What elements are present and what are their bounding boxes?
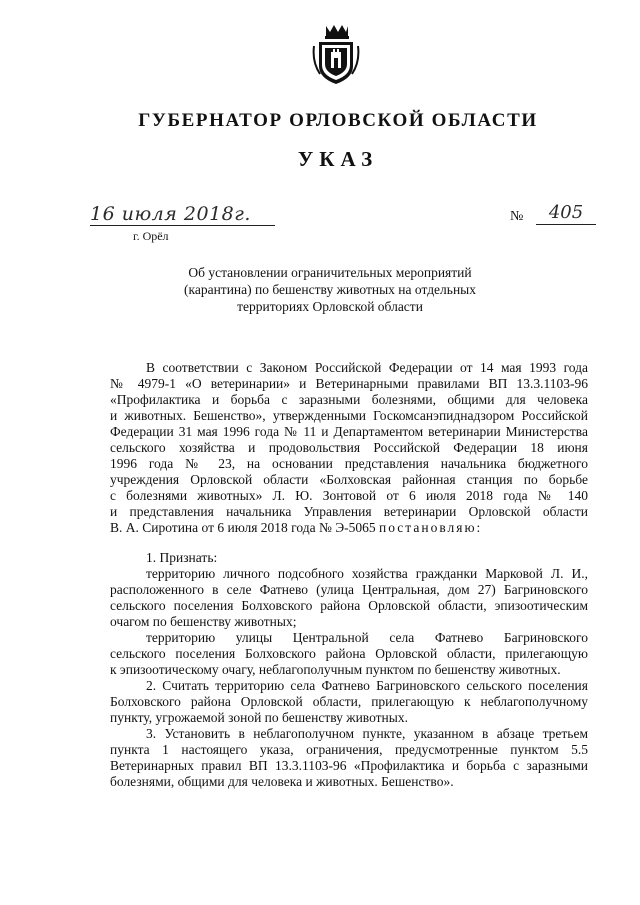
body-line: 3. Установить в неблагополучном пункте, указанном в абзаце третьем — [146, 726, 588, 741]
body-line: Ветеринарных правил ВП 13.3.1103-96 «Профилактика и борьба с заразными — [110, 758, 588, 773]
decree-operative-word: постановляю: — [379, 520, 483, 535]
body-line: территорию личного подсобного хозяйства гражданки Марковой Л. И., — [146, 566, 588, 581]
handwritten-date: 16 июля 2018г. — [90, 203, 275, 226]
document-type-title: УКАЗ — [297, 147, 379, 171]
body-line: № 4979-1 «О ветеринарии» и Ветеринарными правилами ВП 13.3.1103-96 — [110, 376, 588, 391]
body-line: учреждения Орловской области «Болховская районная станция по борьбе — [110, 472, 588, 487]
subject-line: Об установлении ограничительных мероприятий — [188, 265, 472, 280]
body-line: и представления начальника Управления ветеринарии Орловской области — [110, 504, 588, 519]
body-line — [110, 520, 588, 536]
body-line: очагом по бешенству животных; — [110, 614, 297, 629]
number-label: № — [510, 209, 524, 224]
body-line: к эпизоотическому очагу, неблагополучным пунктом по бешенству животных. — [110, 662, 561, 677]
preamble-paragraph — [110, 360, 588, 536]
issuing-authority: ГУБЕРНАТОР ОРЛОВСКОЙ ОБЛАСТИ — [138, 110, 538, 131]
subject-line: (карантина) по бешенству животных на отдельных — [183, 282, 476, 297]
body-line: 2. Считать территорию села Фатнево Багриновского сельского поселения — [146, 678, 588, 693]
body-line: сельского поселения Болховского района Орловской области, эпизоотическим — [110, 598, 588, 613]
body-line: В соответствии с Законом Российской Федерации от 14 мая 1993 года — [146, 360, 588, 375]
preamble-last-line: В. А. Сиротина от 6 июля 2018 года № Э-5065 — [110, 520, 376, 535]
body-line: сельского хозяйства и продовольствия Российской Федерации 18 июня — [110, 440, 588, 455]
item-heading: 1. Признать: — [146, 550, 218, 565]
body-line: с болезнями животных» Л. Ю. Зонтовой от 6 июля 2018 года № 140 — [110, 488, 588, 503]
body-line: Болховского района Орловской области, прилегающую к неблагополучному — [110, 694, 588, 709]
coat-of-arms-emblem — [312, 22, 360, 86]
body-line: болезнями, общими для человека и животных. Бешенство». — [110, 774, 454, 789]
body-line: Федерации 31 мая 1996 года № 11 и Департаментом ветеринарии Министерства — [110, 424, 588, 439]
city-of-issue: г. Орёл — [133, 229, 169, 243]
decree-body — [110, 360, 588, 790]
body-line: и животных. Бешенство», утвержденными Госкомсанэпиднадзором Российской — [110, 408, 588, 423]
body-line: расположенного в селе Фатнево (улица Центральная, дом 27) Багриновского — [110, 582, 588, 597]
item-3 — [110, 726, 588, 790]
subject-line: территориях Орловской области — [237, 299, 423, 314]
body-line: 1996 года № 23, на основании представления начальника бюджетного — [110, 456, 588, 471]
body-line: пункта 1 настоящего указа, ограничения, предусмотренные пунктом 5.5 — [110, 742, 588, 757]
item-2 — [110, 678, 588, 726]
item-1 — [110, 550, 588, 678]
body-line: «Профилактика и борьба с заразными болезнями, общими для человека — [110, 392, 588, 407]
body-line: сельского поселения Болховского района Орловской области, прилегающую — [110, 646, 588, 661]
handwritten-number: 405 — [536, 202, 596, 225]
body-line: территорию улицы Центральной села Фатнево Багриновского — [146, 630, 588, 645]
decree-subject — [150, 264, 510, 315]
body-line: пункту, угрожаемой зоной по бешенству животных. — [110, 710, 408, 725]
